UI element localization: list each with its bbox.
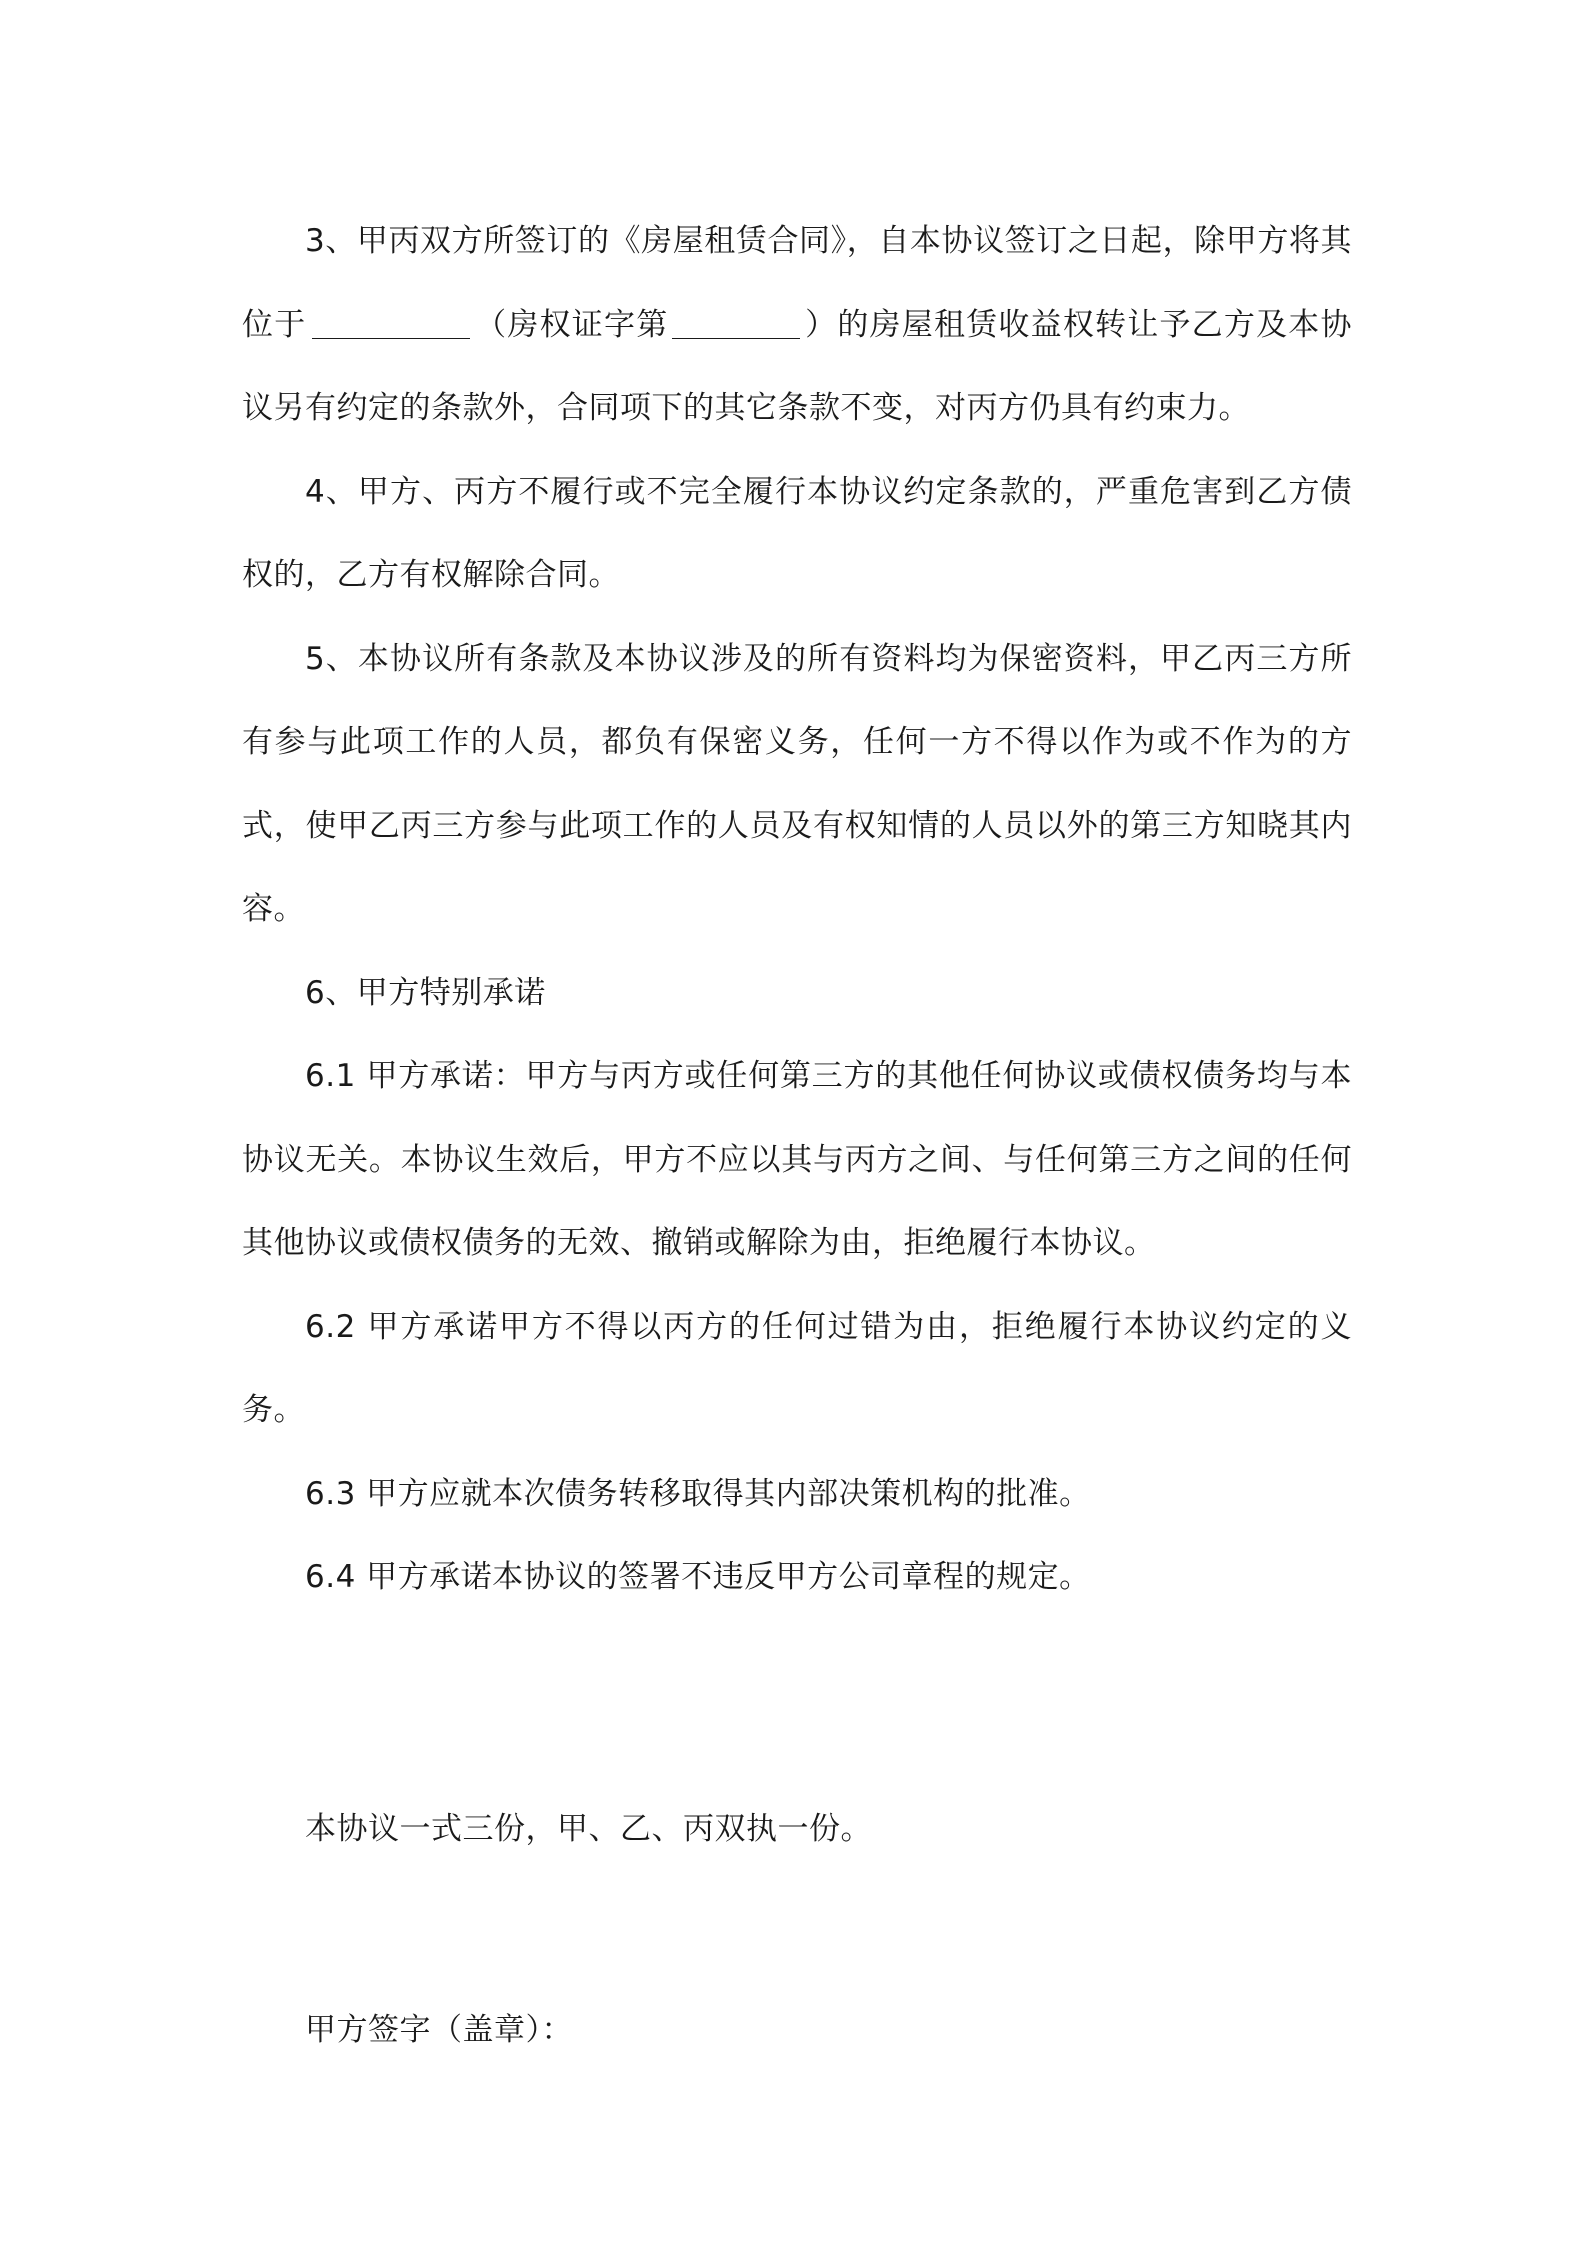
certificate-number-blank-line — [672, 308, 800, 339]
party-a-signature-label: 甲方签字（盖章）： — [305, 2012, 573, 2048]
location-blank-line — [312, 308, 470, 339]
clause-6-3: 6.3 甲方应就本次债务转移取得其内部决策机构的批准。 — [305, 1475, 1091, 1512]
document-page — [242, 200, 1352, 2073]
clause-3 — [242, 200, 1352, 451]
copies-statement: 本协议一式三份，甲、乙、丙双执一份。 — [305, 1810, 872, 1847]
spacer — [242, 1871, 1352, 1989]
clause-5: 5、本协议所有条款及本协议涉及的所有资料均为保密资料，甲乙丙三方所有参与此项工作的人员，都负有保密义务，任何一方不得以作为或不作为的方式，使甲乙丙三方参与此项工作的人员及有权知情的人员以外的第三方知晓其内容。 — [242, 640, 1352, 927]
clause-6-2: 6.2 甲方承诺甲方不得以丙方的任何过错为由，拒绝履行本协议约定的义务。 — [242, 1308, 1352, 1428]
spacer — [242, 1620, 1352, 1788]
clause-6-4: 6.4 甲方承诺本协议的签署不违反甲方公司章程的规定。 — [305, 1559, 1091, 1595]
clause-6-1: 6.1 甲方承诺：甲方与丙方或任何第三方的其他任何协议或债权债务均与本协议无关。本协议生效后，甲方不应以其与丙方之间、与任何第三方之间的任何其他协议或债权债务的无效、撤销或解除为由，拒绝履行本协议。 — [242, 1058, 1352, 1261]
clause-6-heading: 6、甲方特别承诺 — [305, 974, 546, 1011]
clause-4: 4、甲方、丙方不履行或不完全履行本协议约定条款的，严重危害到乙方债权的，乙方有权解除合同。 — [242, 473, 1352, 593]
clause-3-part2: （房权证字第 — [474, 306, 669, 343]
clause-3-part1: 3、甲丙双方所签订的《房屋租赁合同》，自本协议签订之日起，除甲方将其位于 — [242, 223, 1352, 343]
clause-3-part3: ）的房屋租赁收益权转让予乙方及本协议另有约定的条款外，合同项下的其它条款不变，对丙方仍具有约束力。 — [242, 306, 1353, 426]
